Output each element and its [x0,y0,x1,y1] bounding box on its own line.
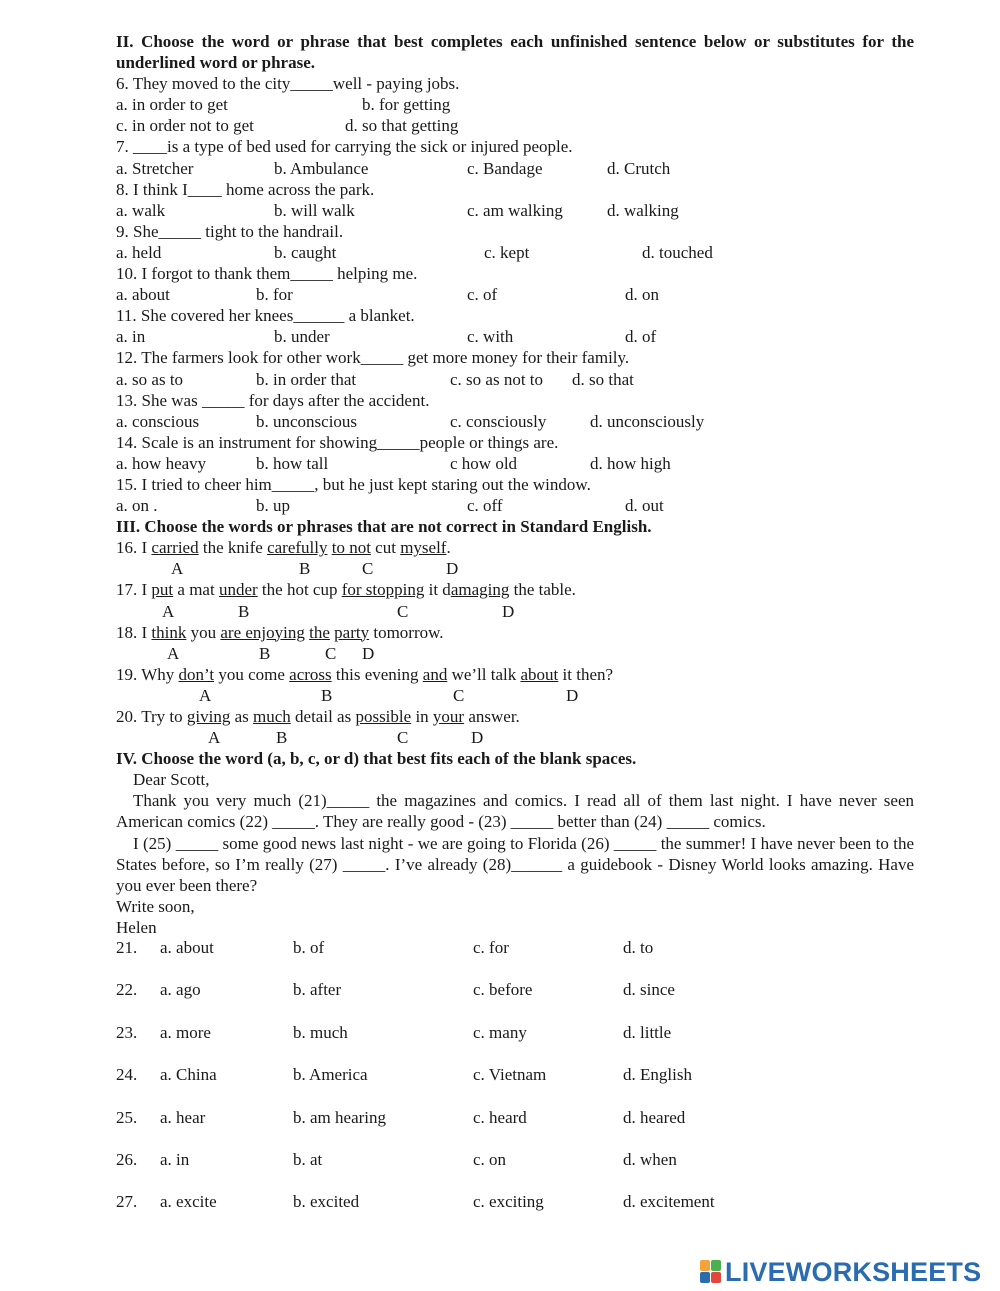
question-number: 27. [116,1192,138,1212]
underlined-phrase[interactable]: don’t [178,664,215,684]
answer-letter[interactable]: C [453,685,465,705]
answer-option[interactable]: a. ago [160,980,201,1000]
answer-option[interactable]: b. caught [274,242,337,262]
cloze-question-row [116,979,816,1000]
answer-letter[interactable]: C [362,559,374,579]
answer-option[interactable]: c. heard [473,1107,527,1127]
sentence-text: this evening [331,664,423,684]
answer-option[interactable]: d. excitement [623,1192,715,1212]
section-3-heading: III. Choose the words or phrases that are not correct in Standard English. [116,517,652,537]
answer-option[interactable]: c how old [450,453,518,473]
sentence-text: the knife [198,538,268,558]
answer-option[interactable]: a. held [116,242,162,262]
answer-option[interactable]: a. on . [116,496,158,516]
answer-letter[interactable]: B [321,685,333,705]
answer-letters-row [116,558,914,579]
question-stem: 7. ____is a type of bed used for carrying the sick or injured people. [116,137,573,157]
question-stem: 11. She covered her knees______ a blanket. [116,306,415,326]
answer-option[interactable]: d. of [625,327,657,347]
answer-option[interactable]: b. am hearing [293,1107,386,1127]
answer-option[interactable]: b. how tall [256,453,329,473]
question-stem: 10. I forgot to thank them_____ helping me. [116,264,418,284]
error-sentence [116,706,914,727]
answer-letter[interactable]: D [471,728,484,748]
cloze-question-row [116,1191,816,1212]
answer-option[interactable]: c. many [473,1022,527,1042]
sentence-text: in [411,707,433,726]
letter-greeting: Dear Scott, [133,770,210,790]
answer-option[interactable]: a. how heavy [116,453,207,473]
question-stem: 8. I think I____ home across the park. [116,179,375,199]
answer-option[interactable]: d. on [625,285,659,305]
answer-option[interactable]: c. of [467,285,498,305]
answer-option[interactable]: c. so as not to [450,369,544,389]
sentence-text: the hot cup [257,580,342,600]
answer-letters-row [116,601,914,622]
answer-option[interactable]: b. Ambulance [274,158,369,178]
sentence-text: a mat [173,580,219,600]
sentence-text: detail as [290,707,356,726]
question-stem: 15. I tried to cheer him_____, but he just kept staring out the window. [116,474,591,494]
answer-option[interactable]: b. of [293,938,325,957]
answer-option[interactable]: a. China [160,1065,217,1085]
underlined-phrase[interactable]: to not [331,538,371,558]
sentence-text: 16. I [116,538,152,558]
answer-option[interactable]: c. for [473,938,509,957]
answer-letter[interactable]: A [199,685,212,705]
answer-option[interactable]: c. on [473,1150,507,1169]
answer-option[interactable]: b. will walk [274,200,355,220]
letter-paragraph-2: I (25) _____ some good news last night - we are going to Florida (26) _____ the summer! I have never been to the States before, so I’m really (27) _____. I’ve already (28)______ a guidebook - Disney World looks amazing. Have you ever been there? [116,833,914,895]
answer-option[interactable]: c. off [467,496,503,516]
answer-letter[interactable]: B [238,601,250,621]
sentence-text: the table. [509,580,576,600]
letter-closing: Write soon, [116,896,195,916]
underlined-phrase[interactable]: amaging [450,580,510,600]
answer-letters-row [116,727,914,748]
logo-mark-icon [700,1260,722,1284]
underlined-phrase[interactable]: carefully [267,538,328,558]
underlined-phrase[interactable]: party [334,622,370,642]
answer-option[interactable]: a. so as to [116,369,184,389]
answer-letters-row [116,643,914,664]
question-number: 26. [116,1150,138,1169]
answer-option[interactable]: b. for [256,285,293,305]
underlined-phrase[interactable]: giving [186,707,231,726]
sentence-text: 19. Why [116,664,179,684]
underlined-phrase[interactable]: are enjoying [220,622,305,642]
answer-option[interactable]: b. under [274,327,330,347]
answer-letter[interactable]: C [325,643,337,663]
question-number: 24. [116,1065,138,1085]
answer-option[interactable]: a. hear [160,1107,206,1127]
answer-option[interactable]: a. about [116,285,170,305]
question-stem: 14. Scale is an instrument for showing_____people or things are. [116,432,559,452]
answer-letter[interactable]: A [208,728,221,748]
answer-letters-row [116,685,914,706]
answer-letter[interactable]: D [566,685,579,705]
answer-option[interactable]: a. conscious [116,411,200,431]
answer-option[interactable]: a. walk [116,200,166,220]
answer-option[interactable]: c. before [473,980,533,1000]
underlined-phrase[interactable]: your [432,707,465,726]
option-row [116,284,914,305]
answer-option[interactable]: d. unconsciously [590,411,705,431]
answer-option[interactable]: a. about [160,938,214,957]
sentence-text: we’ll talk [447,664,521,684]
option-row [116,242,914,263]
answer-option[interactable]: c. consciously [450,411,547,431]
cloze-question-row [116,1149,816,1170]
answer-option[interactable]: a. excite [160,1192,217,1212]
answer-option[interactable]: d. to [623,938,654,957]
answer-option[interactable]: d. little [623,1022,672,1042]
answer-letter[interactable]: A [162,601,175,621]
sentence-text: 20. Try to [116,707,187,726]
sentence-text: it then? [558,664,614,684]
answer-option[interactable]: d. when [623,1150,677,1169]
answer-letter[interactable]: C [397,601,409,621]
section-2-heading: II. Choose the word or phrase that best completes each unfinished sentence below or substitutes for the underlined word or phrase. [116,32,914,73]
answer-letter[interactable]: A [171,559,184,579]
answer-option[interactable]: a. in [160,1150,190,1169]
sentence-text: . [446,538,451,558]
answer-letter[interactable]: D [446,559,459,579]
answer-option[interactable]: b. in order that [256,369,357,389]
sentence-text: 17. I [116,580,152,600]
answer-option[interactable]: d. out [625,496,664,516]
answer-option[interactable]: c. with [467,327,514,347]
option-row [116,158,914,179]
letter-paragraph-1: Thank you very much (21)_____ the magazines and comics. I read all of them last night. I have never seen American comics (22) _____. They are really good - (23) _____ better than (24) _____ comics. [116,791,914,832]
section-3-items [116,537,914,748]
sentence-text: answer. [464,707,520,726]
underlined-phrase[interactable]: carried [151,538,199,558]
question-number: 25. [116,1107,138,1127]
answer-option[interactable]: d. English [623,1065,692,1085]
answer-option[interactable]: c. exciting [473,1192,544,1212]
answer-option[interactable]: b. America [293,1065,368,1085]
option-row [116,200,914,221]
underlined-phrase[interactable]: possible [355,707,412,726]
answer-option[interactable]: c. Bandage [467,158,543,178]
section-2-questions [116,73,914,516]
cloze-question-row [116,1107,816,1128]
logo-text: LIVEWORKSHEETS [725,1257,982,1287]
answer-option[interactable]: d. touched [642,242,713,262]
question-stem: 12. The farmers look for other work_____ get more money for their family. [116,348,630,368]
underlined-phrase[interactable]: about [520,664,559,684]
answer-option[interactable]: b. excited [293,1192,360,1212]
error-sentence [116,664,914,685]
option-row [116,495,914,516]
cloze-question-row [116,1064,816,1085]
answer-option[interactable]: c. am walking [467,200,563,220]
answer-option[interactable]: c. Vietnam [473,1065,547,1085]
answer-option[interactable]: a. in [116,327,146,347]
answer-option[interactable]: a. Stretcher [116,158,194,178]
answer-letter[interactable]: B [299,559,311,579]
error-sentence [116,537,914,558]
letter-signature: Helen [116,917,157,937]
underlined-phrase[interactable]: put [151,580,174,600]
question-number: 22. [116,980,138,1000]
error-sentence [116,622,914,643]
underlined-phrase[interactable]: think [151,622,187,642]
answer-option[interactable]: c. in order not to get [116,116,254,136]
question-stem: 6. They moved to the city_____well - paying jobs. [116,74,460,94]
answer-option[interactable]: b. much [293,1022,348,1042]
answer-option[interactable]: b. for getting [362,95,451,115]
answer-letter[interactable]: B [276,728,288,748]
question-number: 23. [116,1022,138,1042]
section-4-heading: IV. Choose the word (a, b, c, or d) that best fits each of the blank spaces. [116,749,637,769]
sentence-text: you [186,622,221,642]
answer-option[interactable]: d. Crutch [607,158,671,178]
cloze-question-row [116,1022,816,1043]
sentence-text: you come [214,664,290,684]
answer-option[interactable]: d. heared [623,1107,686,1127]
sentence-text: as [230,707,253,726]
option-row [116,94,914,136]
sentence-text: 18. I [116,622,152,642]
sentence-text: cut [370,538,401,558]
answer-option[interactable]: b. unconscious [256,411,358,431]
answer-letter[interactable]: D [362,643,375,663]
question-stem: 13. She was _____ for days after the accident. [116,390,430,410]
underlined-phrase[interactable]: the [309,622,330,642]
answer-option[interactable]: b. up [256,496,290,516]
answer-letter[interactable]: A [167,643,180,663]
answer-option[interactable]: d. so that [572,369,634,389]
sentence-text: it d [424,580,451,600]
answer-option[interactable]: b. after [293,980,342,1000]
underlined-phrase[interactable]: under [218,580,258,600]
underlined-phrase[interactable]: across [289,664,332,684]
option-row [116,326,914,347]
answer-option[interactable]: d. walking [607,200,679,220]
underlined-phrase[interactable]: much [253,707,291,726]
answer-option[interactable]: d. how high [590,453,671,473]
answer-option[interactable]: a. in order to get [116,95,228,115]
answer-option[interactable]: d. so that getting [345,116,459,136]
underlined-phrase[interactable]: for stopping [341,580,425,600]
question-number: 21. [116,938,138,957]
option-row [116,453,914,474]
cloze-question-row [116,937,816,958]
answer-option[interactable]: b. at [293,1150,323,1169]
answer-letter[interactable]: B [259,643,271,663]
underlined-phrase[interactable]: myself [400,538,447,558]
error-sentence [116,579,914,600]
answer-option[interactable]: a. more [160,1022,211,1042]
answer-letter[interactable]: C [397,728,409,748]
worksheet-page [116,31,914,938]
option-row [116,369,914,390]
underlined-phrase[interactable]: and [422,664,448,684]
question-stem: 9. She_____ tight to the handrail. [116,221,344,241]
sentence-text: tomorrow. [369,622,444,642]
option-row [116,411,914,432]
answer-letter[interactable]: D [502,601,515,621]
answer-option[interactable]: d. since [623,980,675,1000]
answer-option[interactable]: c. kept [484,242,530,262]
